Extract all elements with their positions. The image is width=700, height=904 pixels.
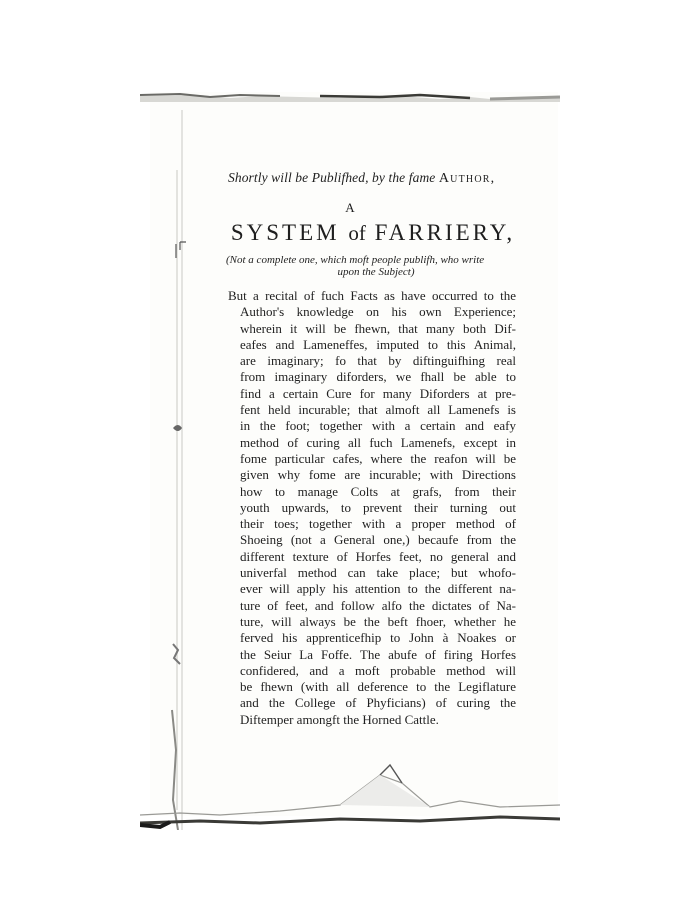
title-of: of <box>348 221 366 245</box>
body-line: from imaginary diforders, we fhall be able to <box>240 369 516 385</box>
body-line: ferved his apprenticefhip to John à Noakes or <box>240 630 516 646</box>
notice-text: Shortly will be Publifhed, by the fame <box>228 170 436 185</box>
subtitle-line: upon the Subject) <box>337 266 415 278</box>
body-line: ture of feet, and follow alfo the dictates of Na- <box>240 597 516 613</box>
title-main: SYSTEM <box>230 220 340 245</box>
body-line: fome particular cafes, where the reafon will be <box>240 450 516 466</box>
body-line: Shoeing (not a General one,) becaufe from the <box>240 532 516 548</box>
body-line: wherein it will be fhewn, that many both Dif- <box>240 320 516 336</box>
body-line: find a certain Cure for many Diforders at pre- <box>240 385 516 401</box>
body-line: method of curing all fuch Lamenefs, except in <box>240 434 516 450</box>
binding-shadow <box>160 110 194 830</box>
body-line: in the foot; together with a certain and eafy <box>240 418 516 434</box>
body-line: univerfal method can take place; but whofo- <box>240 565 516 581</box>
body-line: Diftemper amongft the Horned Cattle. <box>240 711 439 727</box>
body-line: how to manage Colts at grafs, from their <box>240 483 516 499</box>
body-line: the Seiur La Foffe. The abufe of firing Horfes <box>240 646 516 662</box>
body-line: be fhewn (with all deference to the Legiflature <box>240 679 516 695</box>
body-line: their toes; together with a proper method of <box>240 516 516 532</box>
publication-notice <box>228 170 528 187</box>
body-line: are imaginary; fo that by diftinguifhing real <box>240 353 516 369</box>
body-line: But a recital of fuch Facts as have occurred to the <box>228 288 516 303</box>
body-line: given why fome are incurable; with Directions <box>240 467 516 483</box>
body-line: confidered, and a moft probable method will <box>240 662 516 678</box>
subtitle-line: (Not a complete one, which moft people publifh, who write <box>226 254 485 266</box>
title-article: A <box>345 200 355 215</box>
book-title <box>228 220 518 246</box>
title-end: FARRIERY, <box>374 220 516 245</box>
notice-author: Author, <box>438 171 496 186</box>
body-line: ture, will always be the beft fhoer, whether he <box>240 613 516 629</box>
margin-stain <box>170 420 188 438</box>
body-line: Author's knowledge on his own Experience; <box>240 304 516 320</box>
body-line: fent held incurable; that almoft all Lamenefs is <box>240 402 516 418</box>
torn-bottom-edge <box>140 735 560 830</box>
body-line: youth upwards, to prevent their turning out <box>240 499 516 515</box>
body-line: and the College of Phyficians) of curing the <box>240 695 516 711</box>
margin-stain <box>168 640 188 666</box>
body-line: different texture of Horfes feet, no general and <box>240 548 516 564</box>
body-line: ever will apply his attention to the different na- <box>240 581 516 597</box>
body-line: eafes and Lameneffes, imputed to this Animal, <box>240 336 516 352</box>
torn-top-edge <box>140 92 560 102</box>
description-paragraph <box>228 288 516 728</box>
margin-stain <box>172 240 190 262</box>
book-subtitle <box>226 254 518 278</box>
